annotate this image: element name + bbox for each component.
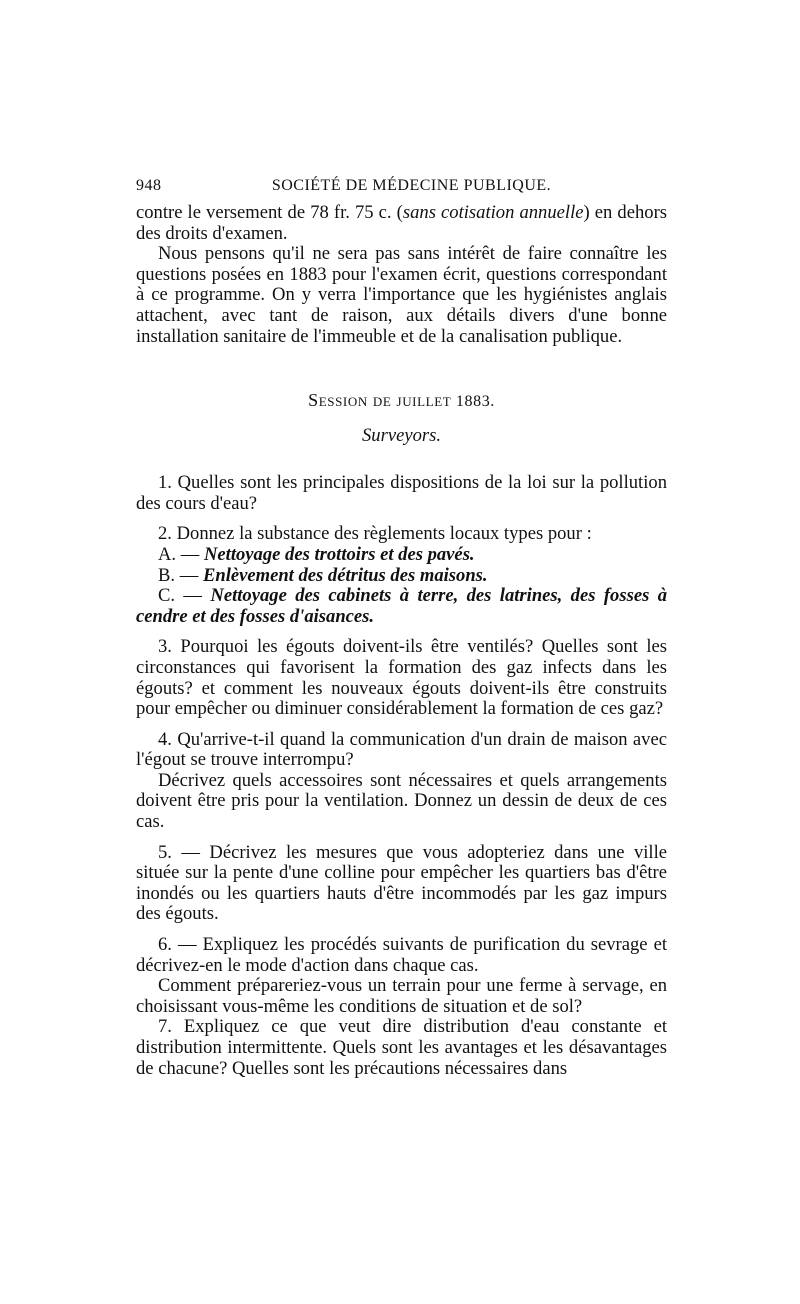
intro-paragraph-2: Nous pensons qu'il ne sera pas sans intérêt de faire connaître les questions posées en 1883 pour l'examen écrit, questions correspondant à ce programme. On y verra l'importance que les hygiénistes anglais attachent, avec tant de raison, aux détails divers d'une bonne installation sanitaire de l'immeuble et de la canalisation publique. [136, 243, 667, 347]
question-4-continuation: Décrivez quels accessoires sont nécessaires et quels arrangements doivent être pris pour la ventilation. Donnez un dessin de deux de ces cas. [136, 769, 667, 833]
question-4-text: 4. Qu'arrive-t-il quand la communication d'un drain de maison avec l'égout se trouve interrompu? [136, 728, 667, 771]
question-2-intro: 2. Donnez la substance des règlements locaux types pour : [158, 523, 592, 545]
question-2-item-b: B. — Enlèvement des détritus des maisons. [158, 564, 488, 586]
question-5: 5. — Décrivez les mesures que vous adopteriez dans une ville située sur la pente d'une colline pour empêcher les quartiers bas d'être inondés ou les quartiers hauts d'être incommodés par les gaz impurs des égouts. [136, 841, 667, 925]
question-1: 1. Quelles sont les principales dispositions de la loi sur la pollution des cours d'eau? [136, 472, 667, 514]
question-3: 3. Pourquoi les égouts doivent-ils être ventilés? Quelles sont les circonstances qui favorisent la formation des gaz infects dans les égouts? et comment les nouveaux égouts doivent-ils être construits pour empêcher ou diminuer considérablement la formation de ces gaz? [136, 636, 667, 720]
page-number: 948 [136, 177, 162, 194]
question-4 [136, 730, 667, 833]
section-subtitle: Surveyors. [361, 425, 441, 447]
page-header [136, 177, 667, 203]
intro-paragraph-1: contre le versement de 78 fr. 75 c. (sans cotisation annuelle) en dehors des droits d'examen. [136, 202, 667, 244]
question-6-text: 6. — Expliquez les procédés suivants de purification du sevrage et décrivez-en le mode d'action dans chaque cas. [136, 934, 667, 976]
book-page [136, 177, 667, 1079]
question-6-continuation: Comment prépareriez-vous un terrain pour une ferme à servage, en choisissant vous-même les conditions de situation et de sol? [136, 975, 667, 1017]
question-2-item-a: A. — Nettoyage des trottoirs et des pavés. [158, 543, 475, 565]
question-7: 7. Expliquez ce que veut dire distribution d'eau constante et distribution intermittente. Quels sont les avantages et les désavantages de chacune? Quelles sont les précautions nécessaires dans [136, 1016, 667, 1079]
running-title: SOCIÉTÉ DE MÉDECINE PUBLIQUE. [271, 177, 552, 194]
question-2-item-c: C. — Nettoyage des cabinets à terre, des latrines, des fosses à cendre et des fosses d'aisances. [136, 585, 667, 627]
session-heading: Session de juillet 1883. [308, 390, 495, 411]
question-2 [136, 524, 667, 627]
question-6 [136, 935, 667, 1017]
